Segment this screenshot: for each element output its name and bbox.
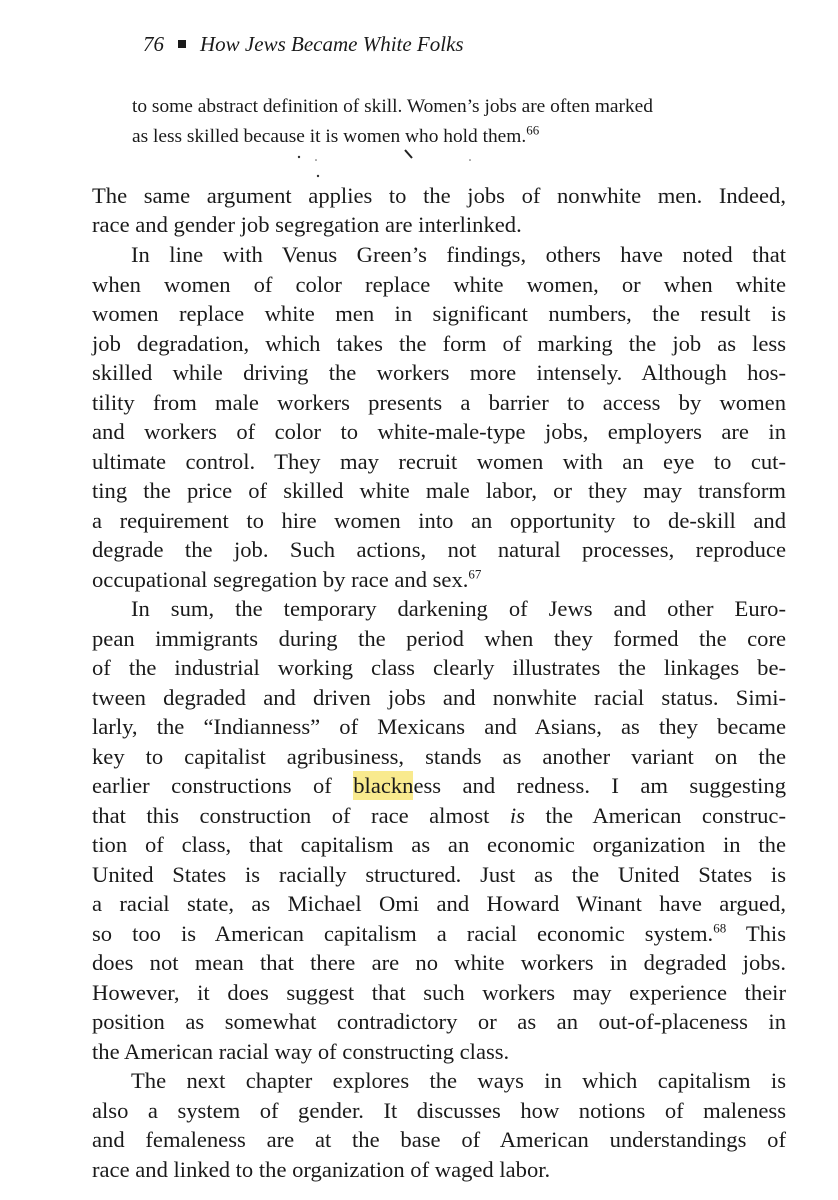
text-line: race and gender job segregation are interlinked. [92,212,522,237]
text-line: However, it does suggest that such workers may experience their [92,980,786,1005]
footnote-ref[interactable]: 66 [526,122,540,138]
scan-speck [469,159,471,161]
text-line: tween degraded and driven jobs and nonwhite racial status. Simi- [92,685,786,710]
scan-speck [298,156,300,158]
text-line: of the industrial working class clearly illustrates the linkages be- [92,655,786,680]
text-line-highlight [92,771,786,801]
text-fragment: ess and redness. I am suggesting [413,773,786,798]
text-line: and femaleness are at the base of American understandings of [92,1127,786,1152]
text-line: pean immigrants during the period when they formed the core [92,626,786,651]
text-line [92,801,786,831]
text-line: skilled while driving the workers more intensely. Although hos- [92,360,786,385]
text-line: a racial state, as Michael Omi and Howard Winant have argued, [92,891,786,916]
text-fragment: This [726,921,786,946]
text-line: women replace white men in significant numbers, the result is [92,301,786,326]
text-line: race and linked to the organization of waged labor. [92,1157,551,1182]
text-line: In line with Venus Green’s findings, others have noted that [131,242,786,267]
text-line: does not mean that there are no white workers in degraded jobs. [92,950,786,975]
text-fragment: so too is American capitalism a racial economic system. [92,921,714,946]
footnote-ref[interactable]: 67 [468,566,482,582]
text-line: ting the price of skilled white male labor, or they may transform [92,478,786,503]
text-line: tility from male workers presents a barrier to access by women [92,390,786,415]
italic-emphasis: is [509,803,525,828]
text-line: ultimate control. They may recruit women with an eye to cut- [92,449,786,474]
text-line: the American racial way of constructing class. [92,1039,510,1064]
scan-specks [0,0,838,200]
text-line [92,919,786,949]
quote-text: to some abstract definition of skill. Women’s jobs are often marked [132,96,653,117]
text-line: when women of color replace white women, or when white [92,272,786,297]
text-line: job degradation, which takes the form of marking the job as less [92,331,786,356]
scan-speck [315,159,317,161]
text-fragment: earlier constructions of [92,773,354,798]
text-line: and workers of color to white-male-type jobs, employers are in [92,419,786,444]
text-line: United States is racially structured. Just as the United States is [92,862,786,887]
highlighted-word[interactable]: blackn [353,773,414,798]
page-number: 76 [143,32,164,56]
text-line: position as somewhat contradictory or as an out-of-placeness in [92,1009,786,1034]
text-line [92,565,481,595]
running-title: How Jews Became White Folks [200,32,464,56]
quote-text: as less skilled because it is women who hold them. [132,126,527,147]
text-fragment: the American construc- [524,803,786,828]
text-line: The next chapter explores the ways in which capitalism is [131,1068,786,1093]
text-line: key to capitalist agribusiness, stands as another variant on the [92,744,786,769]
scan-speck [405,150,412,158]
text-line: also a system of gender. It discusses how notions of maleness [92,1098,786,1123]
text-fragment: that this construction of race almost [92,803,510,828]
text-line: tion of class, that capitalism as an economic organization in the [92,832,786,857]
footnote-ref[interactable]: 68 [713,920,727,936]
text-line: degrade the job. Such actions, not natural processes, reproduce [92,537,786,562]
text-line: In sum, the temporary darkening of Jews and other Euro- [131,596,786,621]
text-line: The same argument applies to the jobs of nonwhite men. Indeed, [92,183,786,208]
text-line: larly, the “Indianness” of Mexicans and Asians, as they became [92,714,786,739]
text-line: a requirement to hire women into an opportunity to de-skill and [92,508,786,533]
scan-speck [317,175,319,177]
text-line-content: occupational segregation by race and sex. [92,567,469,592]
